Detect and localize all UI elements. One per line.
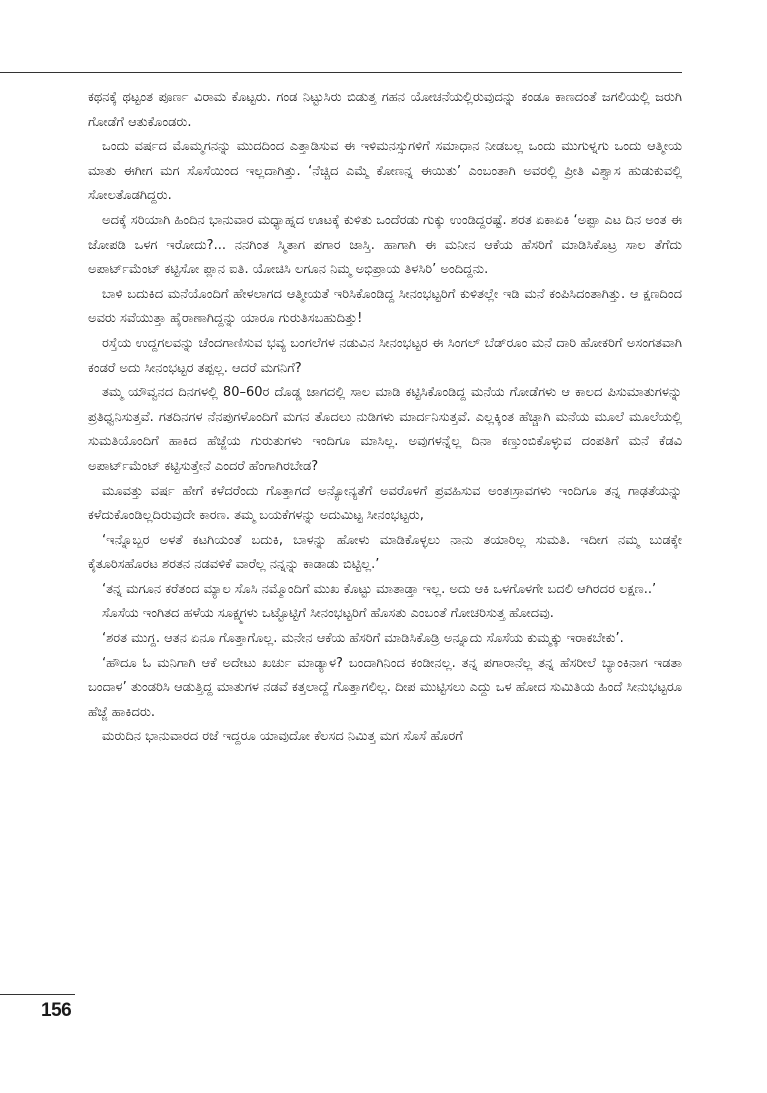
page-number: 156 (41, 1000, 72, 1021)
paragraph-7: ಮೂವತ್ತು ವರ್ಷ ಹೇಗೆ ಕಳೆದರೆಂದು ಗೊತ್ತಾಗದೆ ಅನ್ಯೋನ್ಯತೆಗೆ ಅವರೊಳಗೆ ಪ್ರವಹಿಸುವ ಅಂತಃಸ್ರಾವಗಳು ಇಂದಿಗೂ ತನ್ನ ಗಾಢತೆಯನ್ನು ಕಳೆದುಕೊಂಡಿಲ್ಲದಿರುವುದೇ ಕಾರಣ. ತಮ್ಮ ಬಯಕೆಗಳನ್ನು ಅದುಮಿಟ್ಟ ಸೀನಂಭಟ್ಟರು, (88, 483, 682, 524)
paragraph-2: ಒಂದು ವರ್ಷದ ಮೊಮ್ಮಗನನ್ನು ಮುದದಿಂದ ಎತ್ತಾಡಿಸುವ ಈ ಇಳಿಮನಸ್ಸುಗಳಿಗೆ ಸಮಾಧಾನ ನೀಡಬಲ್ಲ ಒಂದು ಮುಗುಳ್ನಗು ಒಂದು ಆತ್ಮೀಯ ಮಾತು ಈಗೀಗ ಮಗ ಸೊಸೆಯಿಂದ ಇಲ್ಲದಾಗಿತ್ತು. ‘ನೆಚ್ಚಿದ ಎಮ್ಮೆ ಕೋಣನ್ನ ಈಯಿತು’ ಎಂಬಂತಾಗಿ ಅವರಲ್ಲಿ ಪ್ರೀತಿ ವಿಶ್ವಾಸ ಹುಡುಕುವಲ್ಲಿ ಸೋಲತೊಡಗಿದ್ದರು. (88, 139, 682, 204)
paragraph-12: ‘ಹೌದೂ ಓ ಮನಿಗಾಗಿ ಆಕೆ ಅದೇಟು ಖರ್ಚು ಮಾಡ್ಯಾಳ? ಬಂದಾಗಿನಿಂದ ಕಂಡೀನಲ್ಲ. ತನ್ನ ಪಗಾರಾನೆಲ್ಲ ತನ್ನ ಹೆಸರೀಲೆ ಬ್ಯಾಂಕಿನಾಗ ಇಡತಾ ಬಂದಾಳ’ ತುಂಡರಿಸಿ ಆಡುತ್ತಿದ್ದ ಮಾತುಗಳ ನಡವೆ ಕತ್ತಲಾದ್ದೆ ಗೊತ್ತಾಗಲಿಲ್ಲ. ದೀಪ ಮುಟ್ಟಿಸಲು ಎದ್ದು ಒಳ ಹೋದ ಸುಮಿತಿಯ ಹಿಂದೆ ಸೀನುಭಟ್ಟರೂ ಹೆಜ್ಜೆ ಹಾಕಿದರು. (88, 655, 682, 720)
paragraph-8: ‘ಇನ್ನೊಬ್ಬರ ಅಳತೆ ಕಟಗಿಯಂತೆ ಬದುಕಿ, ಬಾಳನ್ನು ಹೋಳು ಮಾಡಿಕೊಳ್ಳಲು ನಾನು ತಯಾರಿಲ್ಲ ಸುಮತಿ. ಇದೀಗ ನಮ್ಮ ಬುಡಕ್ಕೇ ಕೈತೂರಿಸಹೊರಟ ಶರತನ ನಡವಳಿಕೆ ವಾರೆಲ್ಲ ನನ್ನನ್ನು ಕಾಡಾಡು ಬಿಟ್ಟಿಲ್ಲ.’ (88, 532, 682, 573)
paragraph-6: ತಮ್ಮ ಯೌವ್ವನದ ದಿನಗಳಲ್ಲಿ 80–60ರ ದೊಡ್ಡ ಜಾಗದಲ್ಲಿ ಸಾಲ ಮಾಡಿ ಕಟ್ಟಿಸಿಕೊಂಡಿದ್ದ ಮನೆಯ ಗೋಡೆಗಳು ಆ ಕಾಲದ ಪಿಸುಮಾತುಗಳನ್ನು ಪ್ರತಿಧ್ವನಿಸುತ್ತವೆ. ಗತದಿನಗಳ ನೆನಪುಗಳೊಂದಿಗೆ ಮಗನ ತೊದಲು ನುಡಿಗಳು ಮಾರ್ದನಿಸುತ್ತವೆ. ಎಲ್ಲಕ್ಕಿಂತ ಹೆಚ್ಚಾಗಿ ಮನೆಯ ಮೂಲೆ ಮೂಲೆಯಲ್ಲಿ ಸುಮತಿಯೊಂದಿಗೆ ಹಾಕಿದ ಹೆಜ್ಜೆಯ ಗುರುತುಗಳು ಇಂದಿಗೂ ಮಾಸಿಲ್ಲ. ಅವುಗಳನ್ನೆಲ್ಲ ದಿನಾ ಕಣ್ತುಂಬಿಕೊಳ್ಳುವ ದಂಪತಿಗೆ ಮನೆ ಕೆಡವಿ ಅಪಾರ್ಟ್‌ಮೆಂಟ್ ಕಟ್ಟಿಸುತ್ತೇನೆ ಎಂದರೆ ಹೆಂಗಾಗಿರಬೇಡ? (88, 385, 682, 474)
paragraph-10: ಸೊಸೆಯ ಇಂಗಿತದ ಹಳೆಯ ಸೂಕ್ಷ್ಮಗಳು ಒಟ್ಟೊಟ್ಟಿಗೆ ಸೀನಂಭಟ್ಟರಿಗೆ ಹೊಸತು ಎಂಬಂತೆ ಗೋಚರಿಸುತ್ತ ಹೋದವು. (102, 606, 554, 622)
paragraph-5: ರಸ್ತೆಯ ಉದ್ದಗಲವನ್ನು ಚೆಂದಗಾಣಿಸುವ ಭವ್ಯ ಬಂಗಲೆಗಳ ನಡುವಿನ ಸೀನಂಭಟ್ಟರ ಈ ಸಿಂಗಲ್ ಬೆಡ್‌ರೂಂ ಮನೆ ದಾರಿ ಹೋಕರಿಗೆ ಅಸಂಗತವಾಗಿ ಕಂಡರೆ ಅದು ಸೀನಂಭಟ್ಟರ ತಪ್ಪಲ್ಲ. ಆದರೆ ಮಗನಿಗೆ? (88, 335, 682, 376)
paragraph-4: ಬಾಳಿ ಬದುಕಿದ ಮನೆಯೊಂದಿಗೆ ಹೇಳಲಾಗದ ಆತ್ಮೀಯತೆ ಇರಿಸಿಕೊಂಡಿದ್ದ ಸೀನಂಭಟ್ಟರಿಗೆ ಕುಳಿತಲ್ಲೇ ಇಡಿ ಮನೆ ಕಂಪಿಸಿದಂತಾಗಿತ್ತು. ಆ ಕ್ಷಣದಿಂದ ಅವರು ಸವೆಯುತ್ತಾ ಹೈರಾಣಾಗಿದ್ದನ್ನು ಯಾರೂ ಗುರುತಿಸಬಹುದಿತ್ತು! (88, 286, 682, 327)
paragraph-13: ಮರುದಿನ ಭಾನುವಾರದ ರಜೆ ಇದ್ದರೂ ಯಾವುದೋ ಕೆಲಸದ ನಿಮಿತ್ತ ಮಗ ಸೊಸೆ ಹೊರಗೆ (102, 729, 463, 745)
footer-rule (0, 994, 75, 995)
page-body-text (88, 86, 682, 750)
paragraph-1: ಕಥನಕ್ಕೆ ಥಟ್ಟಂತ ಪೂರ್ಣ ವಿರಾಮ ಕೊಟ್ಟರು. ಗಂಡ ನಿಟ್ಟುಸಿರು ಬಿಡುತ್ತ ಗಹನ ಯೋಚನೆಯಲ್ಲಿರುವುದನ್ನು ಕಂಡೂ ಕಾಣದಂತೆ ಜಗಲಿಯಲ್ಲಿ ಜರುಗಿ ಗೋಡೆಗೆ ಆತುಕೊಂಡರು. (88, 90, 682, 130)
paragraph-3: ಅದಕ್ಕೆ ಸರಿಯಾಗಿ ಹಿಂದಿನ ಭಾನುವಾರ ಮಧ್ಯಾಹ್ನದ ಊಟಕ್ಕೆ ಕುಳಿತು ಒಂದೆರಡು ಗುಕ್ಕು ಉಂಡಿದ್ದರಷ್ಟೆ. ಶರತ ಏಕಾಏಕಿ ‘ಅಪ್ಪಾ ಎಟ ದಿನ ಅಂತ ಈ ಜೋಪಡಿ ಒಳಗ ಇರೋದು?... ನನಗಿಂತ ಸ್ಮಿತಾಗ ಪಗಾರ ಜಾಸ್ತಿ. ಹಾಗಾಗಿ ಈ ಮನೀನ ಆಕೆಯ ಹೆಸರಿಗೆ ಮಾಡಿಸಿಕೊಟ್ರ ಸಾಲ ತೆಗೆದು ಅಪಾರ್ಟ್‌ಮೆಂಟ್ ಕಟ್ಟಿಸೋ ಪ್ಲಾನ ಐತಿ. ಯೋಚಿಸಿ ಲಗೂನ ನಿಮ್ಮ ಅಭಿಪ್ರಾಯ ತಿಳಸಿರಿ’ ಅಂದಿದ್ದನು. (88, 212, 682, 278)
paragraph-11: ‘ಶರತ ಮುಗ್ದ. ಆತನ ಏನೂ ಗೊತ್ತಾಗೊಲ್ಲ. ಮನೇನ ಆಕೆಯ ಹೆಸರಿಗೆ ಮಾಡಿಸಿಕೊಡ್ರಿ ಅನ್ನೂದು ಸೊಸೆಯ ಕುಮ್ಮಕ್ಕು ಇರಾಕಬೇಕು’. (102, 631, 624, 647)
header-rule (0, 72, 682, 73)
paragraph-9: ‘ತನ್ನ ಮಗೂನ ಕರೆತಂದ ಮ್ಯಾಲ ಸೊಸಿ ನಮ್ಮೊಂದಿಗೆ ಮುಖ ಕೊಟ್ಟು ಮಾತಾಡ್ತಾ ಇಲ್ಲ. ಅದು ಆಕಿ ಒಳಗೊಳಗೇ ಬದಲಿ ಆಗಿರದರ ಲಕ್ಷಣ..’ (102, 581, 657, 597)
